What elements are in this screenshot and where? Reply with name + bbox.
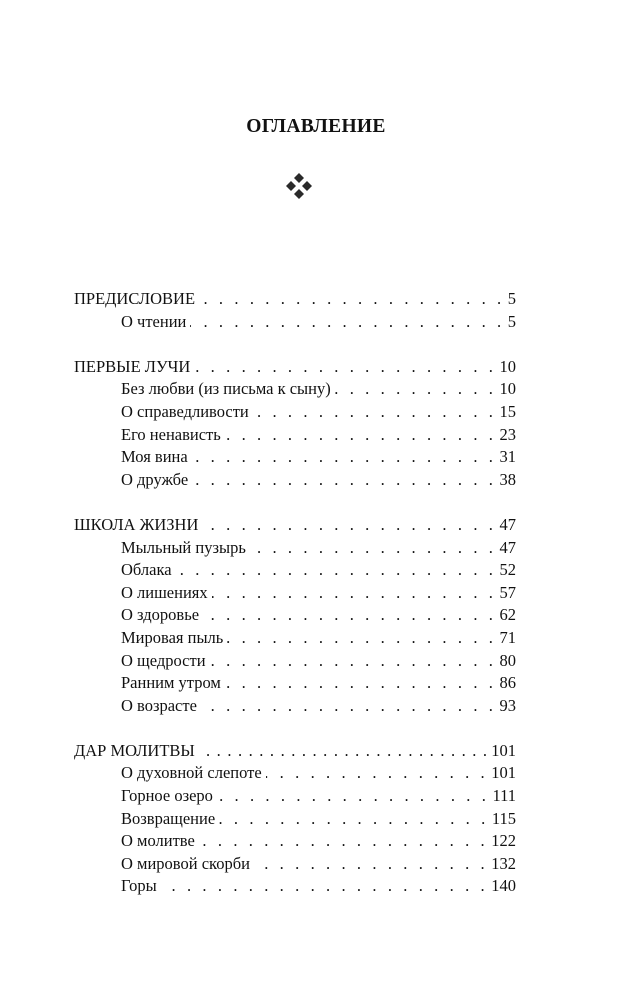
- toc-entry[interactable]: [74, 424, 516, 447]
- toc-section-title: ШКОЛА ЖИЗНИ: [74, 514, 199, 534]
- toc-page-number: 15: [499, 401, 516, 421]
- dot-leader: [254, 853, 488, 876]
- toc-page-number: 5: [507, 311, 516, 331]
- toc-page-number: 86: [499, 673, 516, 693]
- toc-entry-title: Моя вина: [121, 447, 188, 467]
- toc-entry[interactable]: [74, 378, 516, 401]
- toc-page-number: 71: [499, 627, 516, 647]
- toc-entry[interactable]: [74, 469, 516, 492]
- dot-leader: [253, 401, 497, 424]
- dot-leader: [335, 378, 497, 401]
- toc-page-number: 23: [499, 424, 516, 444]
- toc-section-title: ПЕРВЫЕ ЛУЧИ: [74, 356, 191, 376]
- toc-entry[interactable]: [74, 311, 516, 334]
- toc-page-number: 38: [499, 469, 516, 489]
- dot-leader: [201, 695, 497, 718]
- toc-section-entry[interactable]: [74, 740, 516, 763]
- toc-page-number: 62: [499, 605, 516, 625]
- toc-entry-title: Горы: [121, 876, 157, 896]
- toc-entry-title: О духовной слепоте: [121, 763, 262, 783]
- dot-leader: [161, 875, 489, 898]
- toc-entry[interactable]: [74, 446, 516, 469]
- toc-entry[interactable]: [74, 762, 516, 785]
- toc-entry-title: О мировой скорби: [121, 853, 250, 873]
- toc-entry[interactable]: [74, 672, 516, 695]
- dot-leader: [190, 311, 504, 334]
- dot-leader: [225, 672, 497, 695]
- toc-section: [74, 514, 516, 717]
- toc-entry-title: Его ненависть: [121, 424, 221, 444]
- dot-leader: [250, 537, 497, 560]
- toc-entry-title: О молитве: [121, 831, 195, 851]
- dot-leader: [199, 288, 505, 311]
- toc-entry[interactable]: [74, 808, 516, 831]
- toc-entry-title: Возвращение: [121, 808, 216, 828]
- toc-entry[interactable]: [74, 604, 516, 627]
- page-title: ОГЛАВЛЕНИЕ: [246, 116, 386, 137]
- toc-page-number: 111: [492, 786, 516, 806]
- toc-section-title: ПРЕДИСЛОВИЕ: [74, 289, 196, 308]
- toc-page-number: 10: [499, 356, 516, 376]
- toc-entry-title: О дружбе: [121, 469, 189, 489]
- toc-page-number: 122: [491, 831, 516, 851]
- toc-entry-title: Облака: [121, 560, 172, 580]
- four-diamond-ornament-icon: [286, 173, 312, 199]
- dot-leader: [194, 356, 496, 379]
- toc-section-entry[interactable]: [74, 356, 516, 379]
- toc-page-number: 93: [499, 695, 516, 715]
- toc-entry[interactable]: [74, 695, 516, 718]
- dot-leader: [192, 469, 496, 492]
- toc-page-number: 101: [491, 740, 516, 760]
- toc-page-number: 101: [491, 763, 516, 783]
- toc-entry[interactable]: [74, 785, 516, 808]
- toc-page-number: 80: [499, 650, 516, 670]
- toc-entry-title: О справедливости: [121, 401, 249, 421]
- toc-entry[interactable]: [74, 559, 516, 582]
- dot-leader: [199, 830, 488, 853]
- toc-page-number: 31: [499, 447, 516, 467]
- toc-entry-title: О возрасте: [121, 695, 197, 715]
- toc-entry-title: Без любви (из письма к сыну): [121, 379, 331, 399]
- toc-entry[interactable]: [74, 627, 516, 650]
- toc-page-number: 132: [491, 853, 516, 873]
- toc-section: [74, 740, 516, 898]
- dot-leader: [203, 604, 496, 627]
- toc-entry-title: Мировая пыль: [121, 627, 224, 647]
- toc-entry[interactable]: [74, 650, 516, 673]
- toc-page-number: 52: [499, 560, 516, 580]
- toc-entry-title: Мыльный пузырь: [121, 537, 246, 557]
- toc-entry[interactable]: [74, 830, 516, 853]
- dot-leader: [266, 762, 489, 785]
- toc-entry-title: О лишениях: [121, 582, 208, 602]
- toc-section: [74, 356, 516, 492]
- toc-entry-title: О чтении: [121, 311, 187, 331]
- toc-entry[interactable]: [74, 875, 516, 898]
- toc-section-title: ДАР МОЛИТВЫ: [74, 740, 195, 760]
- dot-leader: [217, 785, 490, 808]
- toc-entry[interactable]: [74, 582, 516, 605]
- toc-page-number: 47: [499, 514, 516, 534]
- toc-page-number: 10: [499, 379, 516, 399]
- dot-leader: [225, 424, 497, 447]
- toc-page-number: 57: [499, 582, 516, 602]
- toc-page-number: 5: [507, 289, 516, 308]
- toc-entry[interactable]: [74, 401, 516, 424]
- toc-page-number: 47: [499, 537, 516, 557]
- toc-entry-title: О здоровье: [121, 605, 200, 625]
- toc-entry-title: Ранним утром: [121, 673, 221, 693]
- dot-leader: [212, 582, 497, 605]
- dot-leader: [199, 740, 488, 763]
- toc-page-number: 115: [491, 808, 516, 828]
- toc-entry[interactable]: [74, 853, 516, 876]
- toc-entry-title: Горное озеро: [121, 786, 213, 806]
- toc-page-number: 140: [491, 876, 516, 896]
- dot-leader: [219, 808, 489, 831]
- toc-entry-title: О щедрости: [121, 650, 206, 670]
- dot-leader: [210, 650, 497, 673]
- toc-section-entry[interactable]: [74, 514, 516, 537]
- dot-leader: [192, 446, 497, 469]
- dot-leader: [176, 559, 497, 582]
- toc-entry[interactable]: [74, 537, 516, 560]
- dot-leader: [227, 627, 496, 650]
- toc-section: [74, 288, 516, 333]
- dot-leader: [202, 514, 496, 537]
- table-of-contents: [74, 288, 516, 921]
- toc-section-entry[interactable]: [74, 288, 516, 311]
